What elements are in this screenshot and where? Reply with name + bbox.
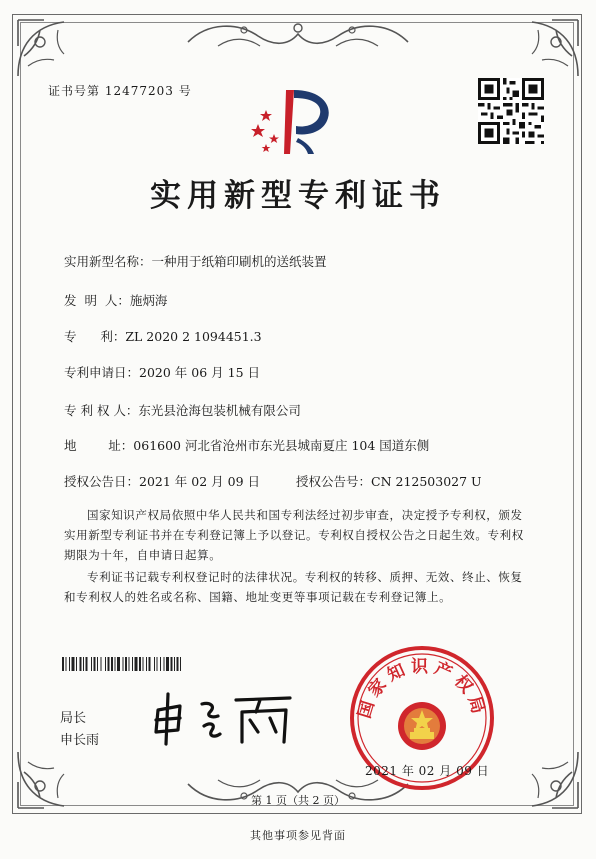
cert-number-value: 12477203 (104, 84, 174, 98)
cert-number-suffix: 号 (178, 84, 192, 98)
corner-ornament-top-left (14, 16, 84, 86)
field-label: 发 明 人： (64, 293, 130, 308)
footer-note: 其他事项参见背面 (250, 829, 346, 842)
field-patent-number (64, 327, 262, 345)
field-label: 授权公告号： (296, 474, 372, 489)
certificate-number (48, 82, 192, 99)
field-value: 2021 年 02 月 09 日 (139, 474, 261, 489)
field-label: 授权公告日： (64, 474, 140, 489)
seal-date: 2021 年 02 月 09 日 (365, 764, 490, 778)
corner-ornament-top-right (512, 16, 582, 86)
handwritten-signature (150, 690, 300, 746)
page-number: 第 1 页（共 2 页） (251, 794, 345, 807)
field-application-date (64, 363, 260, 381)
top-scroll-ornament (178, 16, 418, 54)
field-inventor (64, 291, 167, 309)
field-value: CN 212503027 U (371, 474, 482, 489)
national-emblem-icon (398, 702, 446, 750)
field-value: 施炳海 (129, 293, 168, 308)
field-value: 一种用于纸箱印刷机的送纸装置 (151, 254, 327, 269)
field-label: 专利申请日： (64, 365, 140, 380)
field-label: 专 利 权 人： (64, 403, 139, 418)
statement-paragraph-1: 国家知识产权局依照中华人民共和国专利法经过初步审查，决定授予专利权，颁发实用新型专利证书并在专利登记簿上予以登记。专利权自授权公告之日起生效。专利权期限为十年，自申请日起算。 (64, 508, 524, 562)
field-address (64, 436, 429, 454)
officer-name: 申长雨 (60, 733, 100, 748)
field-label: 地 址： (64, 438, 134, 453)
field-label: 专 利： (64, 329, 126, 344)
certificate-title: 实用新型专利证书 (150, 178, 446, 214)
field-value: 061600 河北省沧州市东光县城南夏庄 104 国道东侧 (133, 438, 430, 453)
field-announcement-date (64, 472, 260, 490)
field-announcement-number (296, 472, 482, 490)
officer-title: 局长 (60, 711, 87, 726)
qr-code-icon (478, 78, 544, 144)
statement-paragraph-2: 专利证书记载专利权登记时的法律状况。专利权的转移、质押、无效、终止、恢复和专利权人的姓名或名称、国籍、地址变更等事项记载在专利登记簿上。 (64, 570, 523, 604)
field-patentee (64, 401, 301, 419)
seal-text: 国家知识产权局 (354, 657, 490, 721)
field-value: 2020 年 06 月 15 日 (139, 365, 261, 380)
field-value: 东光县沧海包装机械有限公司 (138, 403, 301, 418)
field-utility-model-name (64, 252, 327, 270)
barcode-icon (62, 657, 248, 671)
field-value: ZL 2020 2 1094451.3 (125, 329, 262, 344)
cert-number-label: 证书号第 (48, 84, 101, 98)
field-label: 实用新型名称： (64, 254, 152, 269)
cnipa-logo-icon (250, 82, 340, 158)
